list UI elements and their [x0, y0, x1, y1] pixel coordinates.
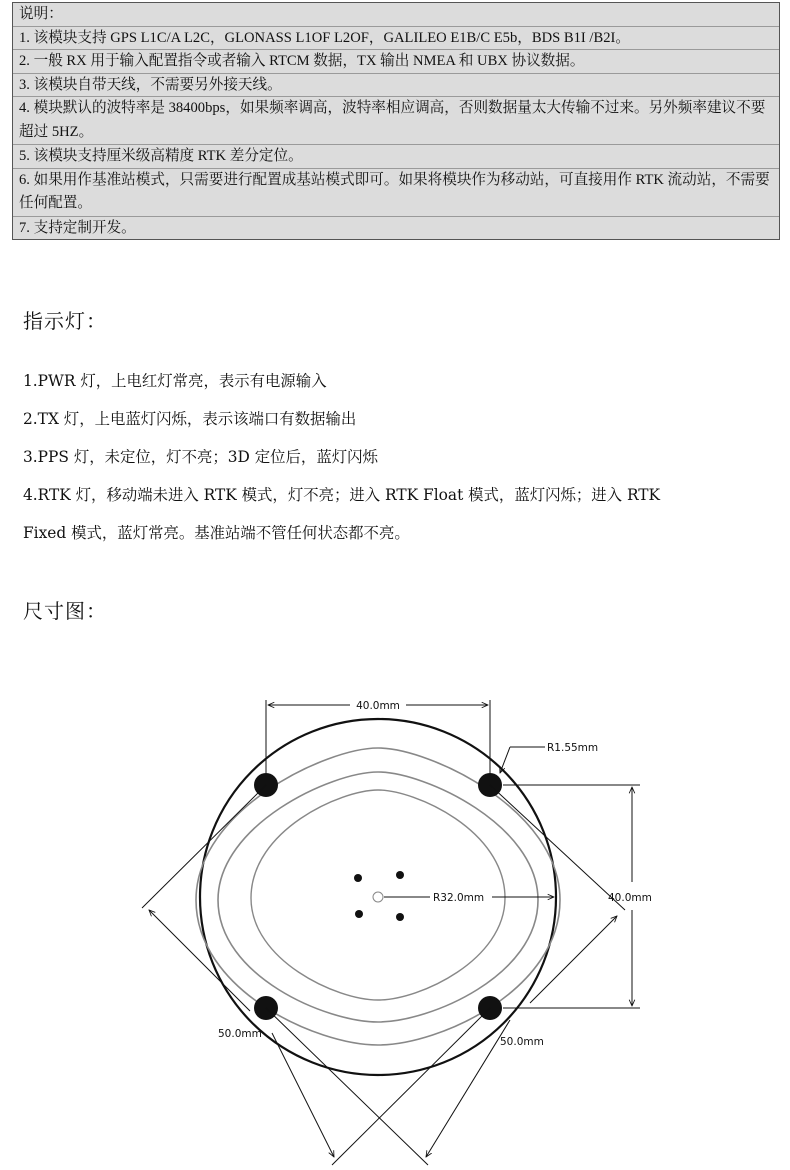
notes-item: 3. 该模块自带天线，不需要另外接天线。 [13, 74, 779, 98]
indicator-line: 2.TX 灯，上电蓝灯闪烁，表示该端口有数据输出 [23, 410, 357, 428]
notes-item: 4. 模块默认的波特率是 38400bps，如果频率调高，波特率相应调高，否则数据量太大传输不过来。另外频率建议不要超过 5HZ。 [13, 97, 779, 145]
notes-item: 5. 该模块支持厘米级高精度 RTK 差分定位。 [13, 145, 779, 169]
extension-line [490, 785, 625, 910]
dimensions-heading: 尺寸图： [23, 599, 107, 623]
dimension-drawing [0, 660, 790, 1170]
extension-line [142, 785, 266, 908]
center-pin [355, 910, 363, 918]
antenna-inner-outline [218, 772, 538, 1022]
notes-box [12, 2, 780, 240]
center-pin [396, 871, 404, 879]
diagonal-left-label: 50.0mm [218, 1028, 262, 1040]
indicator-heading: 指示灯： [23, 309, 107, 333]
center-pin [396, 913, 404, 921]
hole-radius-leader [500, 747, 510, 773]
notes-item: 7. 支持定制开发。 [19, 219, 136, 236]
indicator-line: 3.PPS 灯，未定位，灯不亮；3D 定位后，蓝灯闪烁 [23, 448, 378, 466]
dimension-line-diagonal [530, 916, 617, 1003]
center-pin [354, 874, 362, 882]
board-radius-label: R32.0mm [433, 892, 485, 904]
hole-spacing-vertical-label: 40.0mm [608, 892, 652, 904]
hole-radius-label: R1.55mm [547, 742, 599, 754]
extension-line [266, 1008, 428, 1165]
indicator-section [23, 362, 773, 552]
center-mark [373, 892, 383, 902]
indicator-line: 1.PWR 灯，上电红灯常亮，表示有电源输入 [23, 372, 327, 390]
notes-item: 6. 如果用作基准站模式，只需要进行配置成基站模式即可。如果将模块作为移动站，可直接用作 RTK 流动站，不需要任何配置。 [13, 169, 779, 217]
dimension-line-diagonal [272, 1033, 334, 1157]
dimension-line-diagonal [426, 1020, 510, 1157]
notes-item: 2. 一般 RX 用于输入配置指令或者输入 RTCM 数据，TX 输出 NMEA 和 UBX 协议数据。 [13, 50, 779, 74]
extension-line [332, 1008, 490, 1165]
hole-spacing-horizontal-label: 40.0mm [356, 700, 400, 712]
diagonal-right-label: 50.0mm [500, 1036, 544, 1048]
notes-item: 1. 该模块支持 GPS L1C/A L2C，GLONASS L1OF L2OF，GALILEO E1B/C E5b，BDS B1I /B2I。 [13, 27, 779, 51]
indicator-line: Fixed 模式，蓝灯常亮。基准站端不管任何状态都不亮。 [23, 524, 410, 542]
notes-title: 说明： [13, 3, 779, 27]
indicator-line: 4.RTK 灯，移动端未进入 RTK 模式，灯不亮；进入 RTK Float 模式，蓝灯闪烁；进入 RTK [23, 486, 661, 504]
